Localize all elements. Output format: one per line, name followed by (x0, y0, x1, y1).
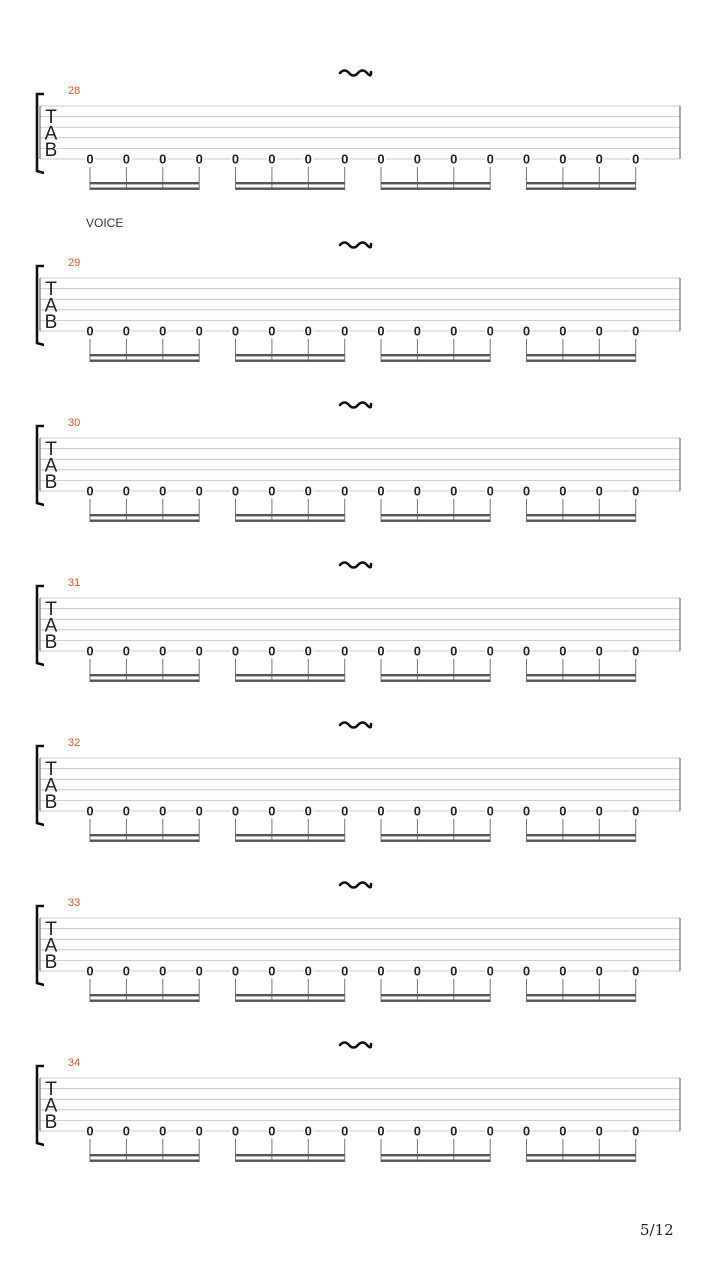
fret-number: 0 (231, 323, 240, 339)
beam-sixteenth (90, 680, 199, 682)
fret-number: 0 (122, 963, 131, 979)
fret-number: 0 (122, 323, 131, 339)
vibrato-wave-icon (340, 723, 371, 728)
fret-number: 0 (413, 643, 422, 659)
measure-number: 33 (68, 897, 81, 909)
fret-number: 0 (450, 151, 458, 167)
fret-number: 0 (159, 483, 167, 499)
fret-number: 0 (268, 1123, 276, 1139)
tab-clef-t: T (45, 919, 57, 940)
tab-clef-b: B (44, 472, 58, 493)
fret-number: 0 (195, 803, 203, 819)
fret-number: 0 (377, 1123, 385, 1139)
beam-eighth (236, 182, 345, 184)
beam-sixteenth (527, 188, 636, 190)
fret-number: 0 (268, 323, 276, 339)
fret-number: 0 (595, 1123, 603, 1139)
fret-number: 0 (632, 803, 640, 819)
fret-number: 0 (632, 483, 640, 499)
beam-eighth (90, 834, 199, 836)
tab-clef-t: T (45, 107, 57, 128)
fret-number: 0 (159, 643, 167, 659)
tab-system (37, 403, 680, 523)
beam-sixteenth (381, 1160, 490, 1162)
tab-clef-t: T (45, 759, 57, 780)
fret-number: 0 (559, 643, 567, 659)
beam-eighth (527, 354, 636, 356)
fret-number: 0 (413, 323, 422, 339)
fret-number: 0 (595, 643, 603, 659)
fret-number: 0 (559, 963, 567, 979)
fret-number: 0 (632, 963, 640, 979)
fret-number: 0 (195, 323, 203, 339)
beam-sixteenth (381, 360, 490, 362)
tab-clef-b: B (44, 952, 58, 973)
beam-sixteenth (527, 1160, 636, 1162)
fret-number: 0 (122, 803, 131, 819)
fret-number: 0 (86, 151, 94, 167)
fret-number: 0 (231, 963, 240, 979)
beam-sixteenth (236, 680, 345, 682)
fret-number: 0 (304, 1123, 312, 1139)
beam-sixteenth (236, 1000, 345, 1002)
fret-number: 0 (86, 643, 94, 659)
fret-number: 0 (159, 1123, 167, 1139)
vibrato-wave-icon (340, 243, 371, 248)
fret-number: 0 (450, 643, 458, 659)
beam-eighth (90, 514, 199, 516)
voice-label: VOICE (86, 216, 124, 230)
tab-clef-t: T (45, 599, 57, 620)
beam-eighth (236, 514, 345, 516)
beam-sixteenth (527, 520, 636, 522)
fret-number: 0 (486, 1123, 494, 1139)
fret-number: 0 (304, 643, 312, 659)
beam-eighth (527, 1154, 636, 1156)
beam-sixteenth (236, 188, 345, 190)
beam-eighth (236, 994, 345, 996)
beam-sixteenth (90, 188, 199, 190)
fret-number: 0 (559, 151, 567, 167)
beam-eighth (527, 674, 636, 676)
fret-number: 0 (377, 323, 385, 339)
fret-number: 0 (413, 963, 422, 979)
beam-sixteenth (236, 520, 345, 522)
fret-number: 0 (159, 323, 167, 339)
tab-clef-b: B (44, 312, 58, 333)
fret-number: 0 (341, 151, 349, 167)
fret-number: 0 (122, 643, 131, 659)
fret-number: 0 (377, 643, 385, 659)
fret-number: 0 (486, 803, 494, 819)
fret-number: 0 (377, 803, 385, 819)
fret-number: 0 (413, 1123, 422, 1139)
fret-number: 0 (86, 323, 94, 339)
beam-sixteenth (527, 680, 636, 682)
tab-clef-a: A (44, 775, 58, 797)
fret-number: 0 (304, 803, 312, 819)
fret-number: 0 (413, 803, 422, 819)
fret-number: 0 (486, 323, 494, 339)
fret-number: 0 (231, 803, 240, 819)
fret-number: 0 (341, 323, 349, 339)
fret-number: 0 (86, 803, 94, 819)
fret-number: 0 (195, 483, 203, 499)
tab-clef-b: B (44, 632, 58, 653)
tab-clef-b: B (44, 792, 58, 813)
beam-eighth (236, 1154, 345, 1156)
fret-number: 0 (413, 483, 422, 499)
fret-number: 0 (268, 151, 276, 167)
fret-number: 0 (268, 803, 276, 819)
fret-number: 0 (559, 1123, 567, 1139)
tab-clef-a: A (44, 295, 58, 317)
fret-number: 0 (413, 151, 422, 167)
fret-number: 0 (522, 483, 531, 499)
beam-sixteenth (527, 840, 636, 842)
beam-eighth (381, 354, 490, 356)
beam-sixteenth (381, 188, 490, 190)
fret-number: 0 (159, 151, 167, 167)
beam-sixteenth (381, 1000, 490, 1002)
fret-number: 0 (304, 323, 312, 339)
beam-eighth (90, 1154, 199, 1156)
tab-system (37, 216, 680, 362)
tab-system (37, 883, 680, 1003)
beam-eighth (236, 354, 345, 356)
fret-number: 0 (559, 483, 567, 499)
beam-sixteenth (381, 520, 490, 522)
tab-system (37, 563, 680, 683)
fret-number: 0 (341, 643, 349, 659)
fret-number: 0 (268, 963, 276, 979)
fret-number: 0 (304, 963, 312, 979)
vibrato-wave-icon (340, 883, 371, 888)
tab-system (37, 1043, 680, 1163)
measure-number: 31 (68, 577, 81, 589)
fret-number: 0 (486, 483, 494, 499)
beam-eighth (236, 674, 345, 676)
measure-number: 29 (68, 257, 81, 269)
beam-eighth (236, 834, 345, 836)
fret-number: 0 (122, 151, 131, 167)
fret-number: 0 (195, 643, 203, 659)
tab-system (37, 723, 680, 843)
fret-number: 0 (377, 963, 385, 979)
tab-clef-a: A (44, 123, 58, 145)
beam-eighth (381, 1154, 490, 1156)
fret-number: 0 (341, 963, 349, 979)
tab-clef-t: T (45, 439, 57, 460)
fret-number: 0 (595, 803, 603, 819)
fret-number: 0 (632, 1123, 640, 1139)
beam-eighth (90, 674, 199, 676)
tab-clef-b: B (44, 140, 58, 161)
fret-number: 0 (559, 323, 567, 339)
beam-eighth (381, 514, 490, 516)
fret-number: 0 (522, 803, 531, 819)
fret-number: 0 (450, 1123, 458, 1139)
beam-eighth (381, 182, 490, 184)
beam-sixteenth (381, 840, 490, 842)
fret-number: 0 (632, 151, 640, 167)
fret-number: 0 (122, 483, 131, 499)
fret-number: 0 (268, 483, 276, 499)
vibrato-wave-icon (340, 1043, 371, 1048)
tab-clef-b: B (44, 1112, 58, 1133)
beam-eighth (527, 182, 636, 184)
fret-number: 0 (522, 323, 531, 339)
beam-eighth (90, 354, 199, 356)
vibrato-wave-icon (340, 563, 371, 568)
fret-number: 0 (595, 963, 603, 979)
vibrato-wave-icon (340, 71, 371, 76)
beam-eighth (381, 834, 490, 836)
beam-sixteenth (90, 1160, 199, 1162)
measure-number: 34 (68, 1057, 81, 1069)
fret-number: 0 (195, 1123, 203, 1139)
tab-clef-t: T (45, 279, 57, 300)
beam-sixteenth (90, 360, 199, 362)
fret-number: 0 (595, 151, 603, 167)
fret-number: 0 (486, 963, 494, 979)
fret-number: 0 (450, 963, 458, 979)
fret-number: 0 (231, 1123, 240, 1139)
beam-eighth (381, 994, 490, 996)
fret-number: 0 (341, 483, 349, 499)
beam-sixteenth (236, 1160, 345, 1162)
fret-number: 0 (559, 803, 567, 819)
beam-sixteenth (381, 680, 490, 682)
fret-number: 0 (304, 483, 312, 499)
measure-number: 30 (68, 417, 81, 429)
fret-number: 0 (522, 1123, 531, 1139)
fret-number: 0 (86, 483, 94, 499)
fret-number: 0 (595, 323, 603, 339)
fret-number: 0 (86, 963, 94, 979)
beam-sixteenth (527, 360, 636, 362)
fret-number: 0 (632, 323, 640, 339)
measure-number: 28 (68, 85, 81, 97)
fret-number: 0 (231, 483, 240, 499)
page-number: 5/12 (640, 1221, 674, 1239)
beam-eighth (527, 514, 636, 516)
beam-sixteenth (236, 360, 345, 362)
beam-eighth (527, 994, 636, 996)
fret-number: 0 (486, 151, 494, 167)
fret-number: 0 (341, 803, 349, 819)
tab-clef-a: A (44, 455, 58, 477)
beam-sixteenth (236, 840, 345, 842)
tab-system (37, 71, 680, 191)
tab-clef-t: T (45, 1079, 57, 1100)
fret-number: 0 (304, 151, 312, 167)
fret-number: 0 (522, 963, 531, 979)
tab-clef-a: A (44, 1095, 58, 1117)
fret-number: 0 (195, 963, 203, 979)
beam-sixteenth (90, 520, 199, 522)
fret-number: 0 (450, 803, 458, 819)
fret-number: 0 (122, 1123, 131, 1139)
fret-number: 0 (159, 803, 167, 819)
tab-clef-a: A (44, 615, 58, 637)
fret-number: 0 (522, 643, 531, 659)
fret-number: 0 (341, 1123, 349, 1139)
fret-number: 0 (632, 643, 640, 659)
fret-number: 0 (450, 483, 458, 499)
measure-number: 32 (68, 737, 81, 749)
fret-number: 0 (486, 643, 494, 659)
fret-number: 0 (377, 151, 385, 167)
beam-sixteenth (90, 1000, 199, 1002)
tab-clef-a: A (44, 935, 58, 957)
beam-sixteenth (90, 840, 199, 842)
fret-number: 0 (231, 643, 240, 659)
beam-eighth (90, 182, 199, 184)
fret-number: 0 (86, 1123, 94, 1139)
fret-number: 0 (231, 151, 240, 167)
beam-sixteenth (527, 1000, 636, 1002)
beam-eighth (527, 834, 636, 836)
vibrato-wave-icon (340, 403, 371, 408)
beam-eighth (381, 674, 490, 676)
fret-number: 0 (595, 483, 603, 499)
fret-number: 0 (450, 323, 458, 339)
beam-eighth (90, 994, 199, 996)
fret-number: 0 (522, 151, 531, 167)
fret-number: 0 (377, 483, 385, 499)
fret-number: 0 (159, 963, 167, 979)
fret-number: 0 (195, 151, 203, 167)
fret-number: 0 (268, 643, 276, 659)
